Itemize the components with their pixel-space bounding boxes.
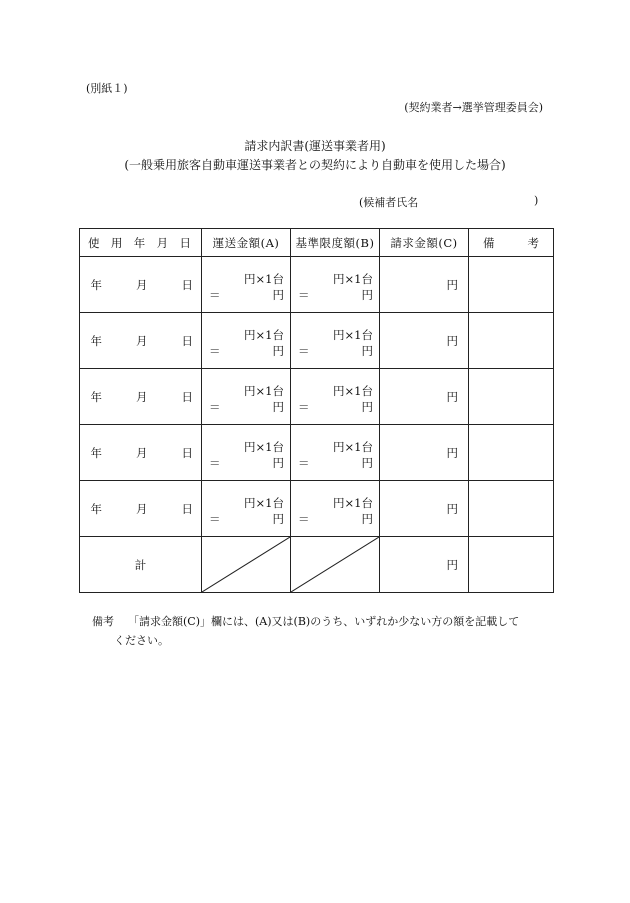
yen-unit: 円 xyxy=(361,400,373,414)
day-label: 日 xyxy=(181,389,193,404)
yen-unit: 円 xyxy=(361,288,373,302)
table-row xyxy=(80,425,554,481)
route-label: (契約業者→選挙管理委員会) xyxy=(404,101,543,114)
claim-breakdown-table xyxy=(79,228,554,593)
remarks-cell xyxy=(469,257,554,313)
unit-line: 円×1台 xyxy=(333,272,373,286)
usage-date-cell xyxy=(80,257,202,313)
claim-cell xyxy=(380,257,469,313)
unit-line: 円×1台 xyxy=(244,496,284,510)
unit-line: 円×1台 xyxy=(333,496,373,510)
equals-sign: ＝ xyxy=(298,344,310,358)
fare-cell xyxy=(202,313,291,369)
table-row xyxy=(80,313,554,369)
header-date-char: 年 xyxy=(133,235,146,250)
yen-unit: 円 xyxy=(272,344,284,358)
header-claim: 請求金額(C) xyxy=(380,229,469,257)
table-row xyxy=(80,481,554,537)
day-label: 日 xyxy=(181,333,193,348)
table-row xyxy=(80,257,554,313)
equals-sign: ＝ xyxy=(209,288,221,302)
equals-sign: ＝ xyxy=(209,400,221,414)
limit-cell xyxy=(291,313,380,369)
yen-unit: 円 xyxy=(361,344,373,358)
yen-unit: 円 xyxy=(446,390,458,404)
fare-cell xyxy=(202,481,291,537)
equals-sign: ＝ xyxy=(298,400,310,414)
remarks-cell xyxy=(469,481,554,537)
candidate-name-label: (候補者氏名 xyxy=(359,196,419,209)
header-remarks-char: 考 xyxy=(527,235,539,250)
header-remarks xyxy=(469,229,554,257)
equals-sign: ＝ xyxy=(209,512,221,526)
fare-cell xyxy=(202,425,291,481)
day-label: 日 xyxy=(181,277,193,292)
note-line-1: 「請求金額(C)」欄には、(A)又は(B)のうち、いずれか少ない方の額を記載して xyxy=(128,615,520,628)
unit-line: 円×1台 xyxy=(333,328,373,342)
month-label: 月 xyxy=(136,333,148,348)
limit-cell xyxy=(291,369,380,425)
remarks-cell xyxy=(469,313,554,369)
total-fare-cell xyxy=(202,537,291,593)
unit-line: 円×1台 xyxy=(244,440,284,454)
month-label: 月 xyxy=(136,389,148,404)
yen-unit: 円 xyxy=(446,278,458,292)
candidate-name-close: ) xyxy=(534,194,539,207)
claim-cell xyxy=(380,481,469,537)
total-limit-cell xyxy=(291,537,380,593)
usage-date-cell xyxy=(80,313,202,369)
claim-cell xyxy=(380,369,469,425)
unit-line: 円×1台 xyxy=(244,384,284,398)
yen-unit: 円 xyxy=(361,456,373,470)
unit-line: 円×1台 xyxy=(244,328,284,342)
header-fare: 運送金額(A) xyxy=(202,229,291,257)
fare-cell xyxy=(202,369,291,425)
header-date-char: 使 xyxy=(88,235,100,250)
year-label: 年 xyxy=(90,277,102,292)
document-title: 請求内訳書(運送事業者用) xyxy=(244,139,386,153)
table-header-row xyxy=(80,229,554,257)
equals-sign: ＝ xyxy=(298,456,310,470)
claim-cell xyxy=(380,313,469,369)
yen-unit: 円 xyxy=(446,502,458,516)
note-prefix: 備考 xyxy=(92,615,114,628)
usage-date-cell xyxy=(80,369,202,425)
remarks-cell xyxy=(469,369,554,425)
attachment-label: (別紙１) xyxy=(86,82,128,95)
note-line-2: ください。 xyxy=(114,634,169,647)
limit-cell xyxy=(291,257,380,313)
yen-unit: 円 xyxy=(272,400,284,414)
usage-date-cell xyxy=(80,481,202,537)
total-claim-cell xyxy=(380,537,469,593)
yen-unit: 円 xyxy=(361,512,373,526)
header-date-char: 用 xyxy=(110,235,123,250)
month-label: 月 xyxy=(136,277,148,292)
header-usage-date xyxy=(80,229,202,257)
yen-unit: 円 xyxy=(446,334,458,348)
usage-date-cell xyxy=(80,425,202,481)
unit-line: 円×1台 xyxy=(333,384,373,398)
unit-line: 円×1台 xyxy=(244,272,284,286)
equals-sign: ＝ xyxy=(209,456,221,470)
diagonal-slash xyxy=(202,537,290,592)
yen-unit: 円 xyxy=(446,446,458,460)
yen-unit: 円 xyxy=(272,288,284,302)
year-label: 年 xyxy=(90,501,102,516)
yen-unit: 円 xyxy=(446,558,458,572)
total-row xyxy=(80,537,554,593)
header-remarks-char: 備 xyxy=(483,235,495,250)
total-label: 計 xyxy=(80,537,202,593)
equals-sign: ＝ xyxy=(298,512,310,526)
equals-sign: ＝ xyxy=(209,344,221,358)
diagonal-slash xyxy=(291,537,379,592)
header-date-char: 月 xyxy=(156,235,169,250)
header-limit: 基準限度額(B) xyxy=(291,229,380,257)
yen-unit: 円 xyxy=(272,512,284,526)
remarks-cell xyxy=(469,425,554,481)
month-label: 月 xyxy=(136,445,148,460)
limit-cell xyxy=(291,481,380,537)
unit-line: 円×1台 xyxy=(333,440,373,454)
month-label: 月 xyxy=(136,501,148,516)
fare-cell xyxy=(202,257,291,313)
day-label: 日 xyxy=(181,501,193,516)
year-label: 年 xyxy=(90,445,102,460)
equals-sign: ＝ xyxy=(298,288,310,302)
day-label: 日 xyxy=(181,445,193,460)
table-row xyxy=(80,369,554,425)
document-subtitle: (一般乗用旅客自動車運送事業者との契約により自動車を使用した場合) xyxy=(124,158,506,172)
yen-unit: 円 xyxy=(272,456,284,470)
limit-cell xyxy=(291,425,380,481)
claim-cell xyxy=(380,425,469,481)
year-label: 年 xyxy=(90,333,102,348)
header-date-char: 日 xyxy=(179,235,191,250)
total-remarks-cell xyxy=(469,537,554,593)
year-label: 年 xyxy=(90,389,102,404)
